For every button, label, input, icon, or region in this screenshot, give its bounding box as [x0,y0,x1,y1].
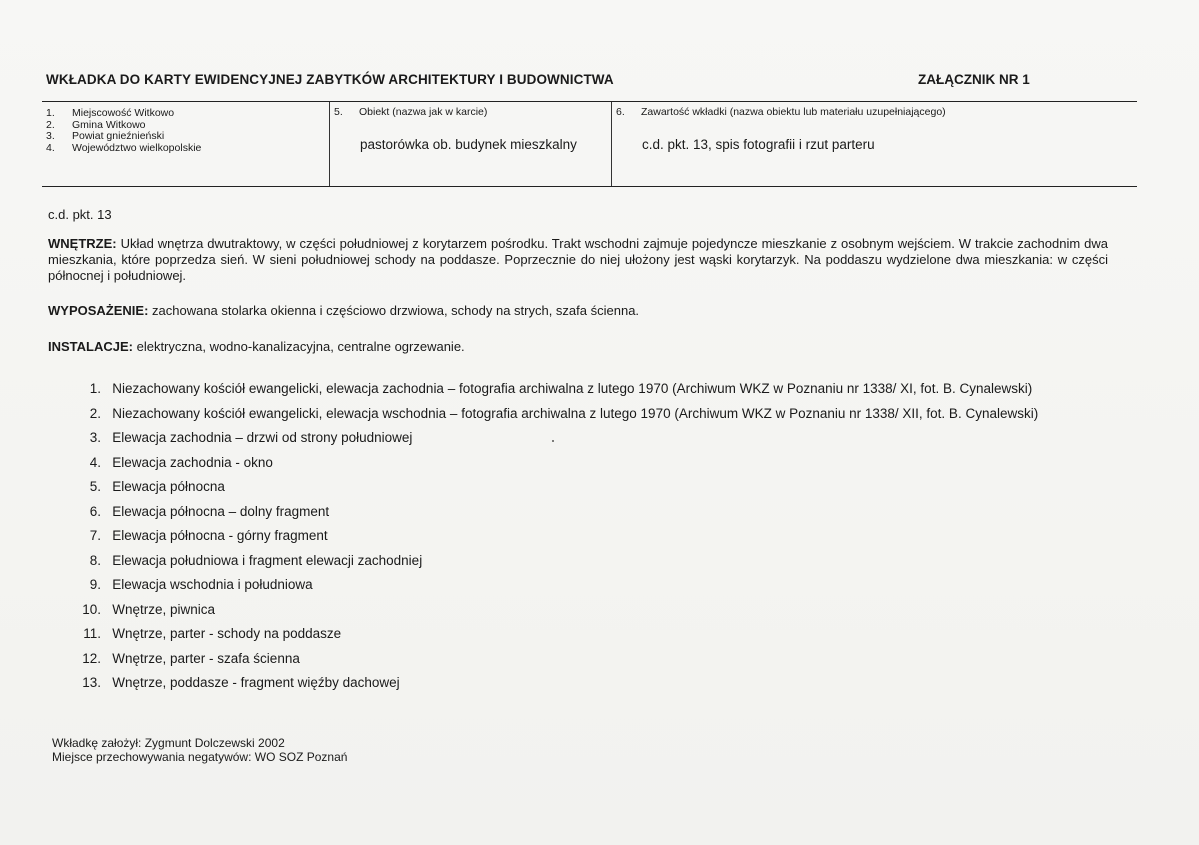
continuation-note: c.d. pkt. 13 [48,207,112,222]
contents-number: 6. [616,106,625,118]
document-footer [52,736,347,764]
location-item [46,131,329,143]
photo-caption: Niezachowany kościół ewangelicki, elewacja wschodnia – fotografia archiwalna z lutego 1970 (Archiwum WKZ w Poznaniu nr 1338/ XII, fot. B. Cynalewski) [112,405,1039,421]
interior-paragraph [48,236,1108,284]
list-item [70,455,1038,480]
item-text: Powiat gnieźnieński [72,130,165,142]
list-item [70,406,1038,431]
photo-caption: Wnętrze, poddasze - fragment więźby dachowej [112,675,400,690]
item-number: 2. [46,118,55,131]
object-number: 5. [334,106,343,118]
photo-list [70,381,1038,700]
equipment-paragraph [48,303,1108,319]
equipment-label: WYPOSAŻENIE: [48,303,149,318]
stray-mark [552,440,554,442]
list-item [70,430,1038,455]
location-cell [42,102,329,186]
installations-paragraph [48,339,1108,355]
list-item [70,626,1038,651]
location-item [46,143,329,155]
list-item [70,651,1038,676]
annex-label: ZAŁĄCZNIK NR 1 [918,72,1030,87]
photo-caption: Elewacja północna - górny fragment [112,528,328,543]
location-item [46,108,329,120]
photo-number: 10. [82,601,101,617]
photo-number: 12. [82,650,101,666]
photo-number: 3. [89,430,101,445]
location-list [42,102,329,154]
item-number: 3. [46,130,55,142]
photo-number: 1. [89,381,101,396]
photo-number: 2. [89,405,101,421]
photo-number: 9. [89,577,101,592]
photo-caption: Wnętrze, parter - schody na poddasze [112,626,342,641]
photo-caption: Elewacja północna [112,479,225,494]
item-number: 4. [46,141,55,154]
item-text: Województwo wielkopolskie [72,141,202,154]
contents-value: c.d. pkt. 13, spis fotografii i rzut parteru [642,137,875,152]
negatives-location-line: Miejsce przechowywania negatywów: WO SOZ Poznań [52,750,348,764]
photo-caption: Niezachowany kościół ewangelicki, elewacja zachodnia – fotografia archiwalna z lutego 1970 (Archiwum WKZ w Poznaniu nr 1338/ XI, fot. B. Cynalewski) [112,381,1033,396]
photo-caption: Elewacja wschodnia i południowa [112,577,313,592]
list-item [70,675,1038,700]
interior-label: WNĘTRZE: [48,236,117,251]
photo-caption: Wnętrze, piwnica [112,601,216,617]
info-table [42,101,1137,187]
photo-number: 13. [82,675,101,690]
photo-number: 5. [89,479,101,494]
photo-caption: Elewacja północna – dolny fragment [112,503,330,519]
photo-caption: Wnętrze, parter - szafa ścienna [112,650,300,666]
photo-number: 8. [89,552,101,568]
object-label-row [330,102,612,118]
list-item [70,479,1038,504]
contents-label: Zawartość wkładki (nazwa obiektu lub materiału uzupełniającego) [641,106,946,118]
list-item [70,381,1038,406]
photo-number: 7. [89,528,101,543]
item-number: 1. [46,107,55,119]
contents-label-row [612,102,1138,118]
contents-cell [611,102,1138,186]
list-item [70,553,1038,578]
document-title: WKŁADKA DO KARTY EWIDENCYJNEJ ZABYTKÓW ARCHITEKTURY I BUDOWNICTWA [46,72,614,87]
list-item [70,504,1038,529]
item-text: Gmina Witkowo [72,118,146,131]
photo-caption: Elewacja południowa i fragment elewacji zachodniej [112,552,423,568]
installations-label: INSTALACJE: [48,339,133,354]
interior-text: Układ wnętrza dwutraktowy, w części południowej z korytarzem pośrodku. Trakt wschodni zajmuje pojedyncze mieszkanie z osobnym wejściem. W trakcie zachodnim dwa mieszkania, które poprzedza sień. W sieni południowej schody na poddasze. Poprzecznie do niej ułożony jest wąski korytarzyk. Na poddaszu wydzielone dwa mieszkania: w części północnej i południowej. [48,236,1108,283]
object-cell [329,102,612,186]
object-value: pastorówka ob. budynek mieszkalny [360,137,577,152]
object-label: Obiekt (nazwa jak w karcie) [359,106,488,118]
document-header [46,70,1136,90]
list-item [70,577,1038,602]
list-item [70,602,1038,627]
photo-number: 6. [89,503,101,519]
list-item [70,528,1038,553]
photo-caption: Elewacja zachodnia – drzwi od strony południowej [112,430,413,445]
equipment-text: zachowana stolarka okienna i częściowo drzwiowa, schody na strych, szafa ścienna. [148,303,640,318]
photo-caption: Elewacja zachodnia - okno [112,454,273,470]
item-text: Miejscowość Witkowo [72,107,175,119]
photo-number: 4. [89,454,101,470]
photo-number: 11. [83,626,101,641]
author-line: Wkładkę założył: Zygmunt Dolczewski 2002 [52,736,285,750]
installations-text: elektryczna, wodno-kanalizacyjna, centralne ogrzewanie. [132,339,465,354]
